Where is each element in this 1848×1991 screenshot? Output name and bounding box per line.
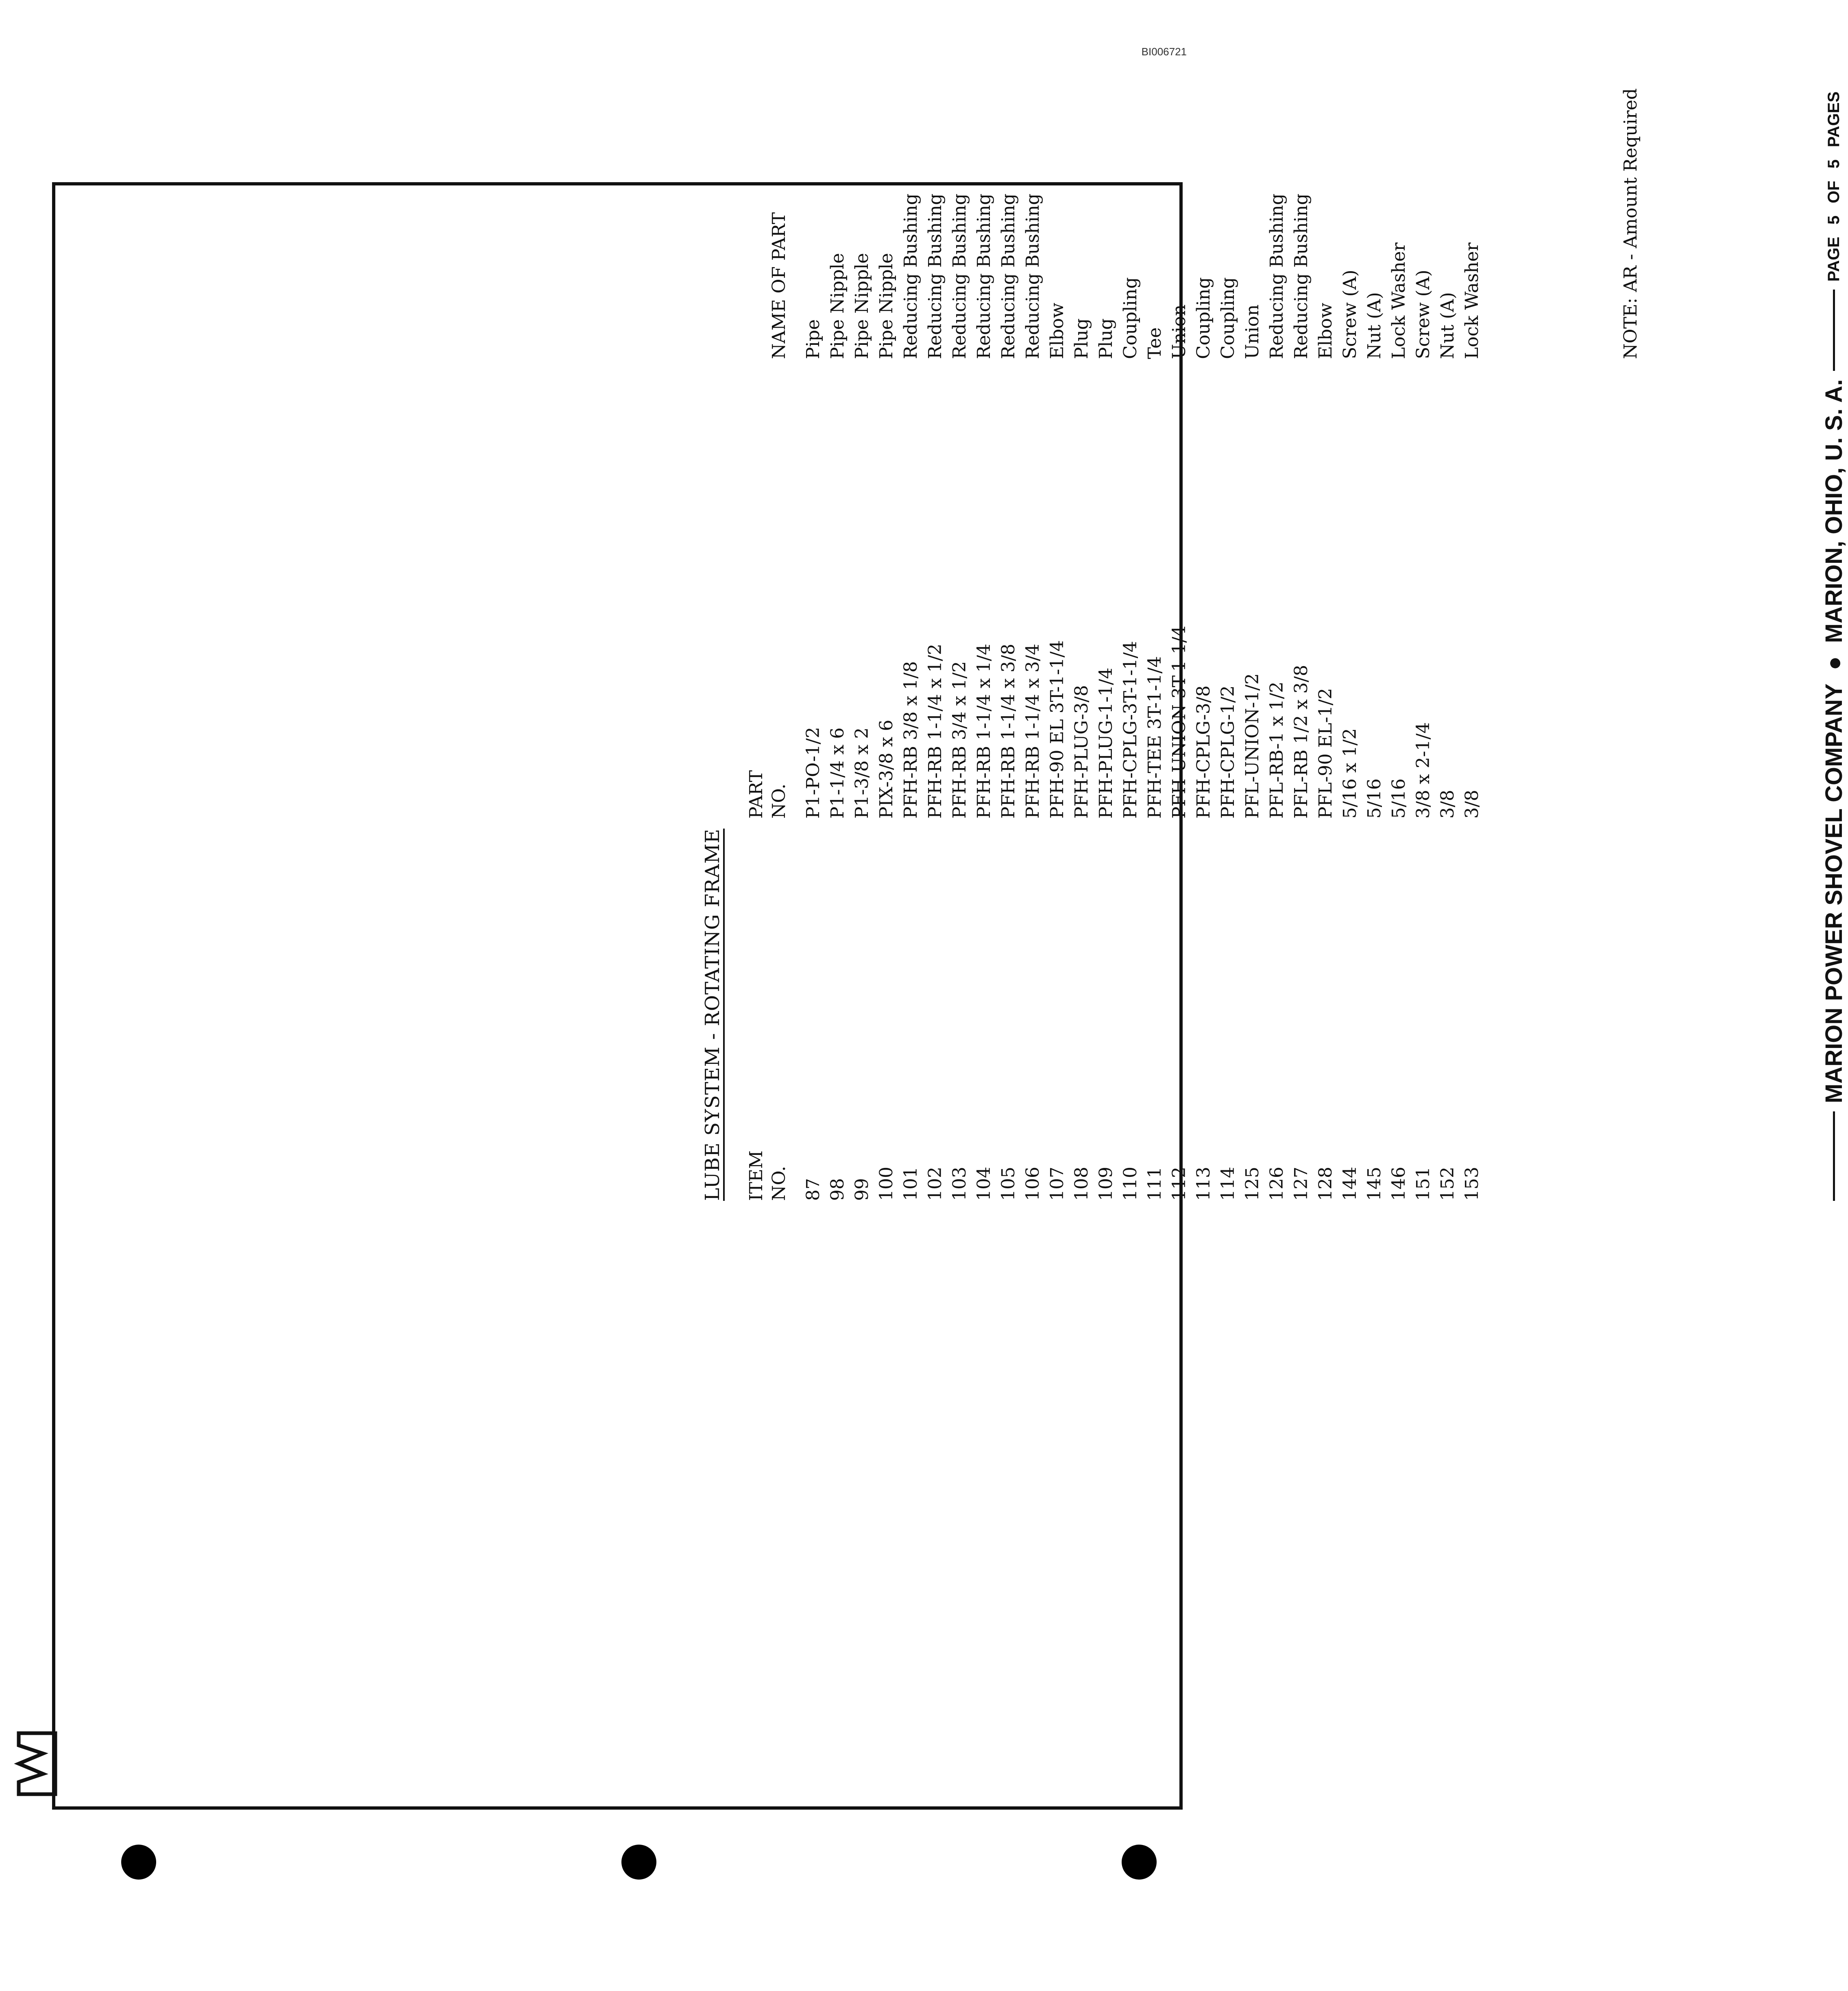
table-row xyxy=(1094,0,1118,1201)
part-no: PFH-UNION 3T-1-1/4 xyxy=(1169,625,1190,819)
part-name: Lock Washer xyxy=(1462,242,1482,359)
item-no: 109 xyxy=(1096,1167,1116,1201)
part-name: Screw (A) xyxy=(1340,270,1360,359)
part-name: Reducing Bushing xyxy=(998,193,1019,359)
part-no: PFH-TEE 3T-1-1/4 xyxy=(1144,656,1165,819)
item-no: 98 xyxy=(827,1178,848,1201)
binder-hole-right xyxy=(1122,1845,1157,1880)
part-name: Pipe xyxy=(803,319,824,359)
part-name: Elbow xyxy=(1047,303,1068,359)
part-no: 5/16 xyxy=(1388,778,1409,819)
part-no: PFH-CPLG-3/8 xyxy=(1193,685,1214,819)
item-no: 101 xyxy=(900,1167,921,1201)
document-id: BI006721 xyxy=(1141,46,1187,58)
table-row xyxy=(1387,0,1411,1201)
part-no: PFH-CPLG-1/2 xyxy=(1218,685,1238,819)
item-no: 125 xyxy=(1242,1167,1263,1201)
item-no: 104 xyxy=(974,1167,994,1201)
company-location: MARION, OHIO, U. S. A. xyxy=(1820,379,1847,643)
header-item-line2: NO. xyxy=(769,1166,789,1201)
table-row xyxy=(1265,0,1289,1201)
page-total: 5 xyxy=(1824,159,1843,169)
part-no: PFL-RB 1/2 x 3/8 xyxy=(1291,664,1312,819)
part-no: PFH-PLUG-1-1/4 xyxy=(1096,667,1116,819)
part-name: Elbow xyxy=(1315,303,1336,359)
note-text: NOTE: AR - Amount Required xyxy=(1620,88,1641,359)
part-name: Union xyxy=(1242,304,1263,359)
item-no: 107 xyxy=(1047,1167,1068,1201)
part-name: Reducing Bushing xyxy=(925,193,946,359)
part-name: Reducing Bushing xyxy=(1022,193,1043,359)
table-row xyxy=(1143,0,1167,1201)
table-row xyxy=(1460,0,1484,1201)
part-no: PFH-CPLG-3T-1-1/4 xyxy=(1120,641,1141,819)
item-no: 126 xyxy=(1266,1167,1287,1201)
item-no: 128 xyxy=(1315,1167,1336,1201)
table-row xyxy=(1118,0,1143,1201)
part-name: Coupling xyxy=(1218,277,1238,359)
table-row xyxy=(801,0,826,1201)
table-row xyxy=(1362,0,1387,1201)
pages-label: PAGES xyxy=(1824,91,1843,148)
table-row xyxy=(972,0,996,1201)
parts-table xyxy=(801,0,1484,1201)
part-no: PFH-RB 1-1/4 x 3/8 xyxy=(998,643,1019,819)
bullet-separator: ● xyxy=(1820,643,1847,684)
marion-logo-icon xyxy=(15,1729,59,1798)
footer-rule-right xyxy=(1833,290,1835,371)
footer-rule-left xyxy=(1833,1111,1835,1201)
part-no: 3/8 x 2-1/4 xyxy=(1413,722,1434,819)
of-label: OF xyxy=(1824,181,1843,203)
part-no: 5/16 xyxy=(1364,778,1385,819)
part-no: PFH-RB 1-1/4 x 1/4 xyxy=(974,643,994,819)
part-name: Nut (A) xyxy=(1364,292,1385,359)
page-number: 5 xyxy=(1824,215,1843,225)
item-no: 111 xyxy=(1144,1167,1165,1201)
header-item-no xyxy=(745,1150,791,1201)
part-name: Lock Washer xyxy=(1388,242,1409,359)
table-row xyxy=(1045,0,1070,1201)
header-part-no xyxy=(745,770,791,819)
part-no: PFL-UNION-1/2 xyxy=(1242,673,1263,819)
item-no: 145 xyxy=(1364,1167,1385,1201)
part-name: Nut (A) xyxy=(1437,292,1458,359)
part-no: PFL-90 EL-1/2 xyxy=(1315,688,1336,819)
page-label: PAGE xyxy=(1824,237,1843,282)
binder-hole-left xyxy=(121,1845,156,1880)
part-name: Plug xyxy=(1071,318,1092,359)
section-title: LUBE SYSTEM - ROTATING FRAME xyxy=(701,828,724,1201)
item-no: 87 xyxy=(803,1178,824,1201)
item-no: 146 xyxy=(1388,1167,1409,1201)
table-row xyxy=(1240,0,1265,1201)
rotated-parts-list xyxy=(644,0,1847,1225)
company-name: MARION POWER SHOVEL COMPANY xyxy=(1820,683,1847,1103)
item-no: 113 xyxy=(1193,1167,1214,1201)
table-row xyxy=(1070,0,1094,1201)
item-no: 106 xyxy=(1022,1167,1043,1201)
part-no: PFH-PLUG-3/8 xyxy=(1071,685,1092,819)
table-row xyxy=(1436,0,1460,1201)
header-name-line: NAME OF PART xyxy=(769,212,789,359)
table-row xyxy=(948,0,972,1201)
item-no: 100 xyxy=(876,1167,897,1201)
item-no: 114 xyxy=(1218,1167,1238,1201)
part-name: Plug xyxy=(1096,318,1116,359)
part-no: PFH-RB 3/4 x 1/2 xyxy=(949,661,970,819)
item-no: 103 xyxy=(949,1167,970,1201)
part-name: Pipe Nipple xyxy=(876,253,897,359)
header-part-line2: NO. xyxy=(769,784,789,819)
table-row xyxy=(850,0,874,1201)
item-no: 110 xyxy=(1120,1167,1141,1201)
company-footer xyxy=(1820,0,1848,1201)
table-row xyxy=(996,0,1021,1201)
part-no: P1-3/8 x 2 xyxy=(852,727,872,819)
part-name: Screw (A) xyxy=(1413,270,1434,359)
part-name: Reducing Bushing xyxy=(949,193,970,359)
part-no: PIX-3/8 x 6 xyxy=(876,719,897,819)
part-no: 5/16 x 1/2 xyxy=(1340,728,1360,819)
table-row xyxy=(923,0,948,1201)
part-name: Reducing Bushing xyxy=(974,193,994,359)
table-row xyxy=(1192,0,1216,1201)
table-row xyxy=(1289,0,1314,1201)
item-no: 108 xyxy=(1071,1167,1092,1201)
part-no: PFH-RB 1-1/4 x 3/4 xyxy=(1022,643,1043,819)
part-name: Coupling xyxy=(1120,277,1141,359)
item-no: 102 xyxy=(925,1167,946,1201)
item-no: 112 xyxy=(1169,1167,1190,1201)
item-no: 105 xyxy=(998,1167,1019,1201)
part-name: Union xyxy=(1169,304,1190,359)
part-no: 3/8 xyxy=(1462,790,1482,819)
table-row xyxy=(1021,0,1045,1201)
part-no: PFH-RB 1-1/4 x 1/2 xyxy=(925,643,946,819)
part-name: Reducing Bushing xyxy=(1291,193,1312,359)
part-name: Reducing Bushing xyxy=(900,193,921,359)
header-part-line1: PART xyxy=(746,770,767,819)
part-name: Coupling xyxy=(1193,277,1214,359)
header-item-line1: ITEM xyxy=(746,1150,767,1201)
part-name: Reducing Bushing xyxy=(1266,193,1287,359)
item-no: 144 xyxy=(1340,1167,1360,1201)
item-no: 99 xyxy=(852,1178,872,1201)
part-no: PFL-RB-1 x 1/2 xyxy=(1266,682,1287,819)
part-no: PFH-90 EL 3T-1-1/4 xyxy=(1047,640,1068,819)
part-name: Pipe Nipple xyxy=(827,253,848,359)
binder-hole-middle xyxy=(621,1845,656,1880)
table-row xyxy=(1338,0,1362,1201)
header-name-of-part xyxy=(745,212,791,359)
table-row xyxy=(1411,0,1436,1201)
item-no: 152 xyxy=(1437,1167,1458,1201)
part-no: P1-PO-1/2 xyxy=(803,727,824,819)
item-no: 153 xyxy=(1462,1167,1482,1201)
table-row xyxy=(1216,0,1240,1201)
part-no: P1-1/4 x 6 xyxy=(827,727,848,819)
item-no: 151 xyxy=(1413,1167,1434,1201)
item-no: 127 xyxy=(1291,1167,1312,1201)
part-name: Tee xyxy=(1144,327,1165,359)
table-row xyxy=(826,0,850,1201)
part-no: PFH-RB 3/8 x 1/8 xyxy=(900,661,921,819)
table-row xyxy=(874,0,899,1201)
table-row xyxy=(1314,0,1338,1201)
table-row xyxy=(1167,0,1192,1201)
part-name: Pipe Nipple xyxy=(852,253,872,359)
table-row xyxy=(899,0,923,1201)
part-no: 3/8 xyxy=(1437,790,1458,819)
